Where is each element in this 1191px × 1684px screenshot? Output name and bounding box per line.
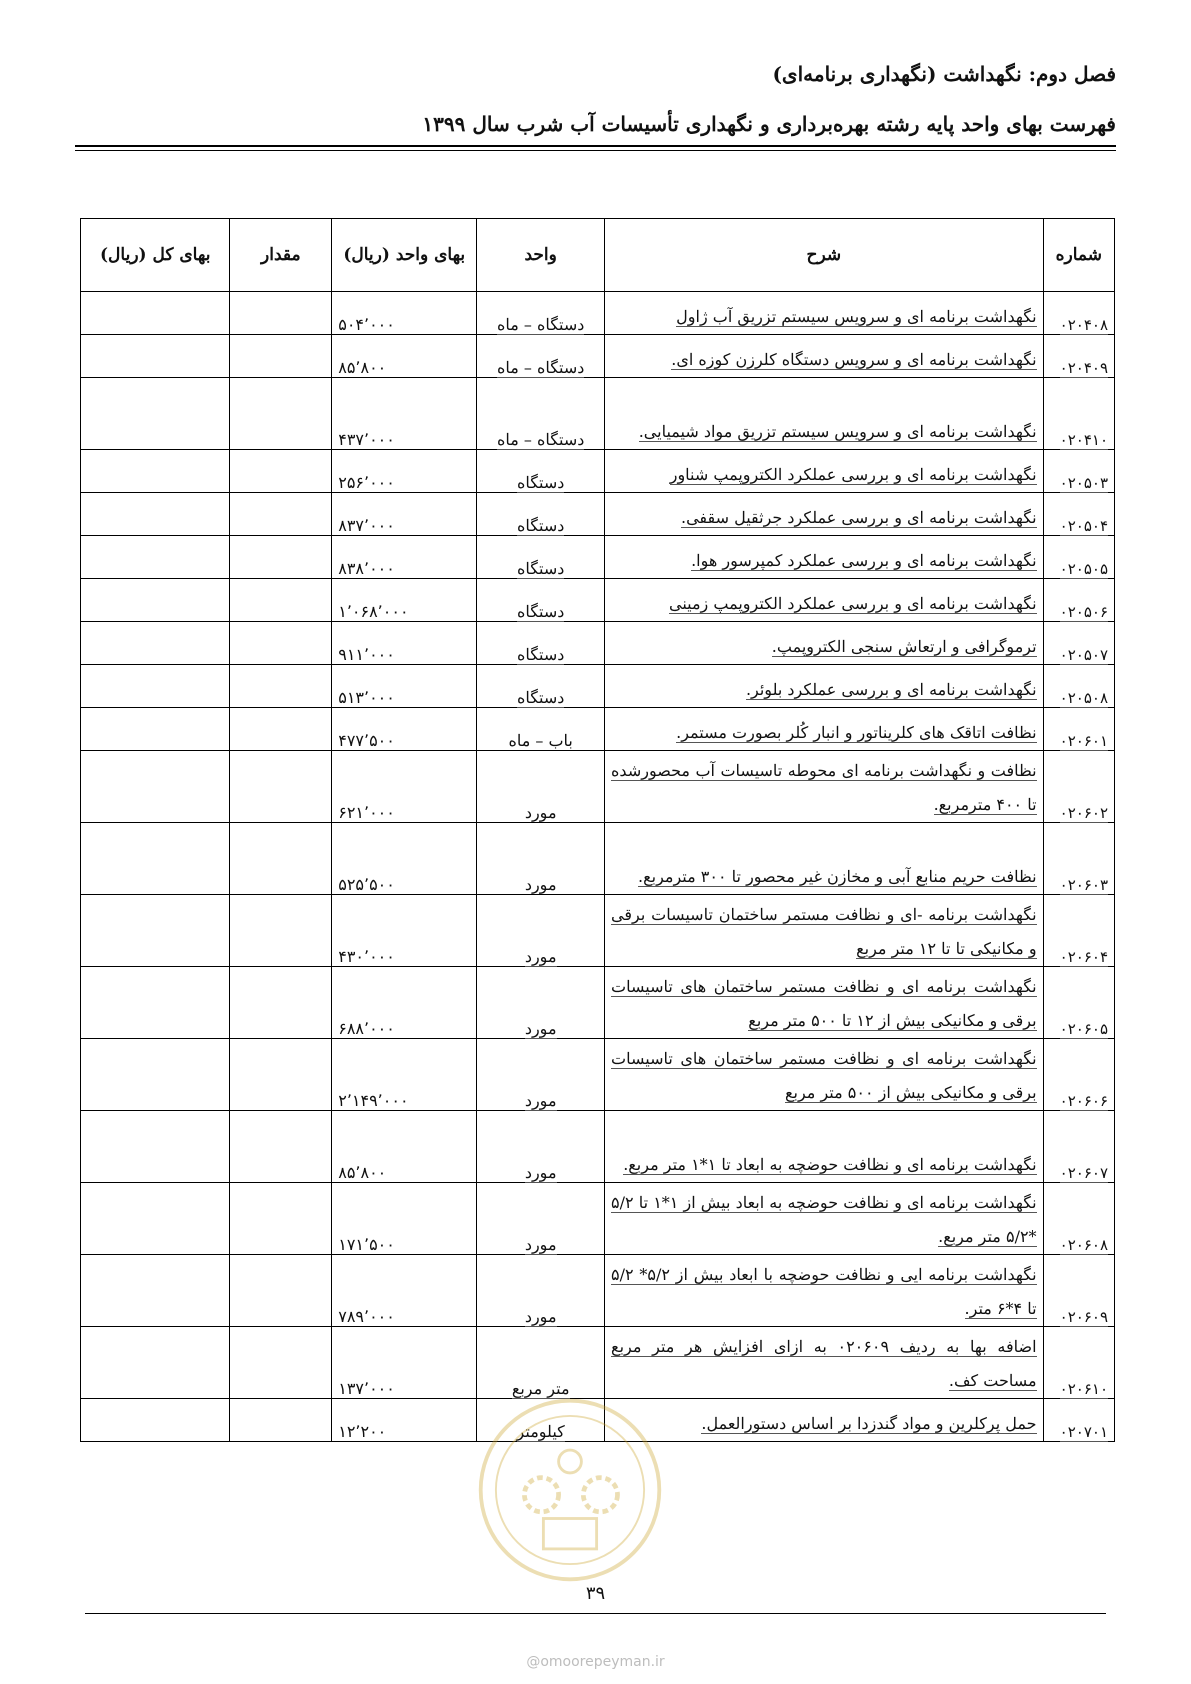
row-quantity [230,1183,332,1255]
table-row [81,1111,1115,1183]
row-total [81,292,230,335]
row-code: ۰۲۰۶۰۶ [1043,1039,1114,1111]
row-unit: دستگاه [477,450,605,493]
scale-icon [559,1450,582,1473]
row-unit: مورد [477,823,605,895]
row-total [81,1039,230,1111]
row-quantity [230,895,332,967]
table-row [81,536,1115,579]
row-quantity [230,823,332,895]
row-total [81,665,230,708]
row-total [81,1111,230,1183]
table-row [81,1327,1115,1399]
row-description: نگهداشت برنامه ایی و نظافت حوضچه با ابعاد بیش از ۵/۲* ۵/۲ تا ۴*۶ متر. [605,1255,1044,1327]
header-rule-thick [75,145,1116,147]
row-quantity [230,579,332,622]
row-unit: دستگاه [477,536,605,579]
row-total [81,536,230,579]
row-code: ۰۲۰۶۰۲ [1043,751,1114,823]
table-row [81,1039,1115,1111]
row-description: نگهداشت برنامه ای و نظافت حوضچه به ابعاد بیش از ۱*۱ تا ۵/۲ *۵/۲ متر مربع. [605,1183,1044,1255]
price-list-table [80,218,1115,1442]
row-code: ۰۲۰۶۰۳ [1043,823,1114,895]
row-unit-price: ۸۵٬۸۰۰ [332,1111,477,1183]
row-unit-price: ۸۳۷٬۰۰۰ [332,493,477,536]
row-total [81,895,230,967]
row-code: ۰۲۰۵۰۳ [1043,450,1114,493]
row-unit: باب – ماه [477,708,605,751]
row-unit: مورد [477,895,605,967]
table-row [81,1183,1115,1255]
row-total [81,622,230,665]
row-unit-price: ۱۳۷٬۰۰۰ [332,1327,477,1399]
row-description: نگهداشت برنامه ای و بررسی عملکرد الکتروپمپ شناور [605,450,1044,493]
row-total [81,751,230,823]
row-unit-price: ۸۳۸٬۰۰۰ [332,536,477,579]
header-description: شرح [605,219,1044,292]
row-total [81,967,230,1039]
table-row [81,751,1115,823]
row-total [81,335,230,378]
table-row [81,665,1115,708]
row-unit-price: ۱۷۱٬۵۰۰ [332,1183,477,1255]
table-row [81,1399,1115,1442]
row-description: نظافت اتاقک های کلریناتور و انبار کُلر بصورت مستمر. [605,708,1044,751]
row-total [81,708,230,751]
row-description: نظافت و نگهداشت برنامه ای محوطه تاسیسات آب محصورشده تا ۴۰۰ مترمربع. [605,751,1044,823]
row-unit: دستگاه – ماه [477,378,605,450]
row-quantity [230,622,332,665]
row-code: ۰۲۰۶۰۸ [1043,1183,1114,1255]
table-row [81,450,1115,493]
row-total [81,1255,230,1327]
header-quantity: مقدار [230,219,332,292]
row-total [81,1327,230,1399]
row-description: نگهداشت برنامه ای و سرویس سیستم تزریق مواد شیمیایی. [605,378,1044,450]
row-quantity [230,1399,332,1442]
row-unit: دستگاه [477,622,605,665]
row-unit-price: ۶۸۸٬۰۰۰ [332,967,477,1039]
row-total [81,1399,230,1442]
row-total [81,1183,230,1255]
row-code: ۰۲۰۷۰۱ [1043,1399,1114,1442]
table-row [81,292,1115,335]
row-quantity [230,751,332,823]
row-code: ۰۲۰۵۰۵ [1043,536,1114,579]
row-description: ترموگرافی و ارتعاش سنجی الکتروپمپ. [605,622,1044,665]
row-unit-price: ۵۱۳٬۰۰۰ [332,665,477,708]
row-description: نگهداشت برنامه ای و بررسی عملکرد بلوئر. [605,665,1044,708]
row-quantity [230,536,332,579]
row-code: ۰۲۰۶۰۴ [1043,895,1114,967]
table-row [81,967,1115,1039]
row-unit: متر مربع [477,1327,605,1399]
row-description: نگهداشت برنامه ای و بررسی عملکرد الکتروپمپ زمینی [605,579,1044,622]
row-description: نگهداشت برنامه ای و سرویس دستگاه کلرزن کوزه ای. [605,335,1044,378]
row-unit-price: ۵۰۴٬۰۰۰ [332,292,477,335]
row-unit-price: ۵۲۵٬۵۰۰ [332,823,477,895]
row-unit: دستگاه [477,665,605,708]
table-row [81,493,1115,536]
row-description: حمل پرکلرین و مواد گندزدا بر اساس دستورالعمل. [605,1399,1044,1442]
page-header [75,62,1116,136]
row-total [81,579,230,622]
header-rule-thin [75,150,1116,151]
row-unit-price: ۴۳۷٬۰۰۰ [332,378,477,450]
row-code: ۰۲۰۶۱۰ [1043,1327,1114,1399]
row-description: نگهداشت برنامه ای و سرویس سیستم تزریق آب ژاول [605,292,1044,335]
row-unit: دستگاه [477,579,605,622]
table-row [81,823,1115,895]
row-description: نگهداشت برنامه -ای و نظافت مستمر ساختمان تاسیسات برقی و مکانیکی تا تا ۱۲ متر مربع [605,895,1044,967]
table-row [81,895,1115,967]
site-watermark-text: @omoorepeyman.ir [526,1654,665,1670]
row-total [81,823,230,895]
table-header-row [81,219,1115,292]
chapter-title: فصل دوم: نگهداشت (نگهداری برنامه‌ای) [772,62,1116,86]
row-unit: کیلومتر [477,1399,605,1442]
row-description: نگهداشت برنامه ای و نظافت حوضچه به ابعاد تا ۱*۱ متر مربع. [605,1111,1044,1183]
header-unit: واحد [477,219,605,292]
row-quantity [230,1039,332,1111]
row-quantity [230,378,332,450]
row-description: نظافت حریم منابع آبی و مخازن غیر محصور تا ۳۰۰ مترمربع. [605,823,1044,895]
row-quantity [230,665,332,708]
row-unit: دستگاه [477,493,605,536]
row-quantity [230,708,332,751]
row-unit-price: ۲٬۱۴۹٬۰۰۰ [332,1039,477,1111]
row-unit: مورد [477,1255,605,1327]
row-unit-price: ۶۲۱٬۰۰۰ [332,751,477,823]
row-quantity [230,335,332,378]
row-unit: مورد [477,1111,605,1183]
row-unit: مورد [477,967,605,1039]
row-quantity [230,1255,332,1327]
gear-icon-right [583,1478,617,1512]
row-code: ۰۲۰۴۰۹ [1043,335,1114,378]
row-description: اضافه بها به ردیف ۰۲۰۶۰۹ به ازای افزایش هر متر مربع مساحت کف. [605,1327,1044,1399]
row-unit: مورد [477,751,605,823]
row-total [81,493,230,536]
building-icon [543,1519,596,1549]
row-quantity [230,292,332,335]
row-quantity [230,1111,332,1183]
row-quantity [230,493,332,536]
header-unit-price: بهای واحد (ریال) [332,219,477,292]
row-code: ۰۲۰۵۰۸ [1043,665,1114,708]
row-description: نگهداشت برنامه ای و نظافت مستمر ساختمان های تاسیسات برقی و مکانیکی بیش از ۵۰۰ متر مربع [605,1039,1044,1111]
table-row [81,622,1115,665]
table-row [81,708,1115,751]
row-code: ۰۲۰۶۰۵ [1043,967,1114,1039]
row-unit-price: ۸۵٬۸۰۰ [332,335,477,378]
row-code: ۰۲۰۶۰۷ [1043,1111,1114,1183]
row-quantity [230,450,332,493]
row-unit: مورد [477,1183,605,1255]
table-row [81,335,1115,378]
table-row [81,579,1115,622]
row-unit-price: ۱٬۰۶۸٬۰۰۰ [332,579,477,622]
row-quantity [230,967,332,1039]
row-code: ۰۲۰۴۱۰ [1043,378,1114,450]
row-code: ۰۲۰۵۰۴ [1043,493,1114,536]
row-description: نگهداشت برنامه ای و بررسی عملکرد جرثقیل سقفی. [605,493,1044,536]
row-unit: دستگاه – ماه [477,292,605,335]
row-unit-price: ۱۲٬۲۰۰ [332,1399,477,1442]
row-unit-price: ۷۸۹٬۰۰۰ [332,1255,477,1327]
page-number: ۳۹ [585,1583,606,1604]
row-unit: مورد [477,1039,605,1111]
gear-icon [524,1478,558,1512]
row-code: ۰۲۰۶۰۹ [1043,1255,1114,1327]
row-unit-price: ۹۱۱٬۰۰۰ [332,622,477,665]
row-unit: دستگاه – ماه [477,335,605,378]
row-quantity [230,1327,332,1399]
table-row [81,378,1115,450]
footer-rule [85,1613,1106,1614]
header-code: شماره [1043,219,1114,292]
header-total: بهای کل (ریال) [81,219,230,292]
table-row [81,1255,1115,1327]
row-unit-price: ۴۳۰٬۰۰۰ [332,895,477,967]
row-description: نگهداشت برنامه ای و نظافت مستمر ساختمان های تاسیسات برقی و مکانیکی بیش از ۱۲ تا ۵۰۰ متر مربع [605,967,1044,1039]
row-code: ۰۲۰۵۰۶ [1043,579,1114,622]
row-code: ۰۲۰۵۰۷ [1043,622,1114,665]
row-total [81,450,230,493]
row-unit-price: ۴۷۷٬۵۰۰ [332,708,477,751]
row-unit-price: ۲۵۶٬۰۰۰ [332,450,477,493]
row-description: نگهداشت برنامه ای و بررسی عملکرد کمپرسور هوا. [605,536,1044,579]
row-code: ۰۲۰۶۰۱ [1043,708,1114,751]
row-code: ۰۲۰۴۰۸ [1043,292,1114,335]
document-title: فهرست بهای واحد پایه رشته بهره‌برداری و نگهداری تأسیسات آب شرب سال ۱۳۹۹ [422,112,1116,136]
row-total [81,378,230,450]
